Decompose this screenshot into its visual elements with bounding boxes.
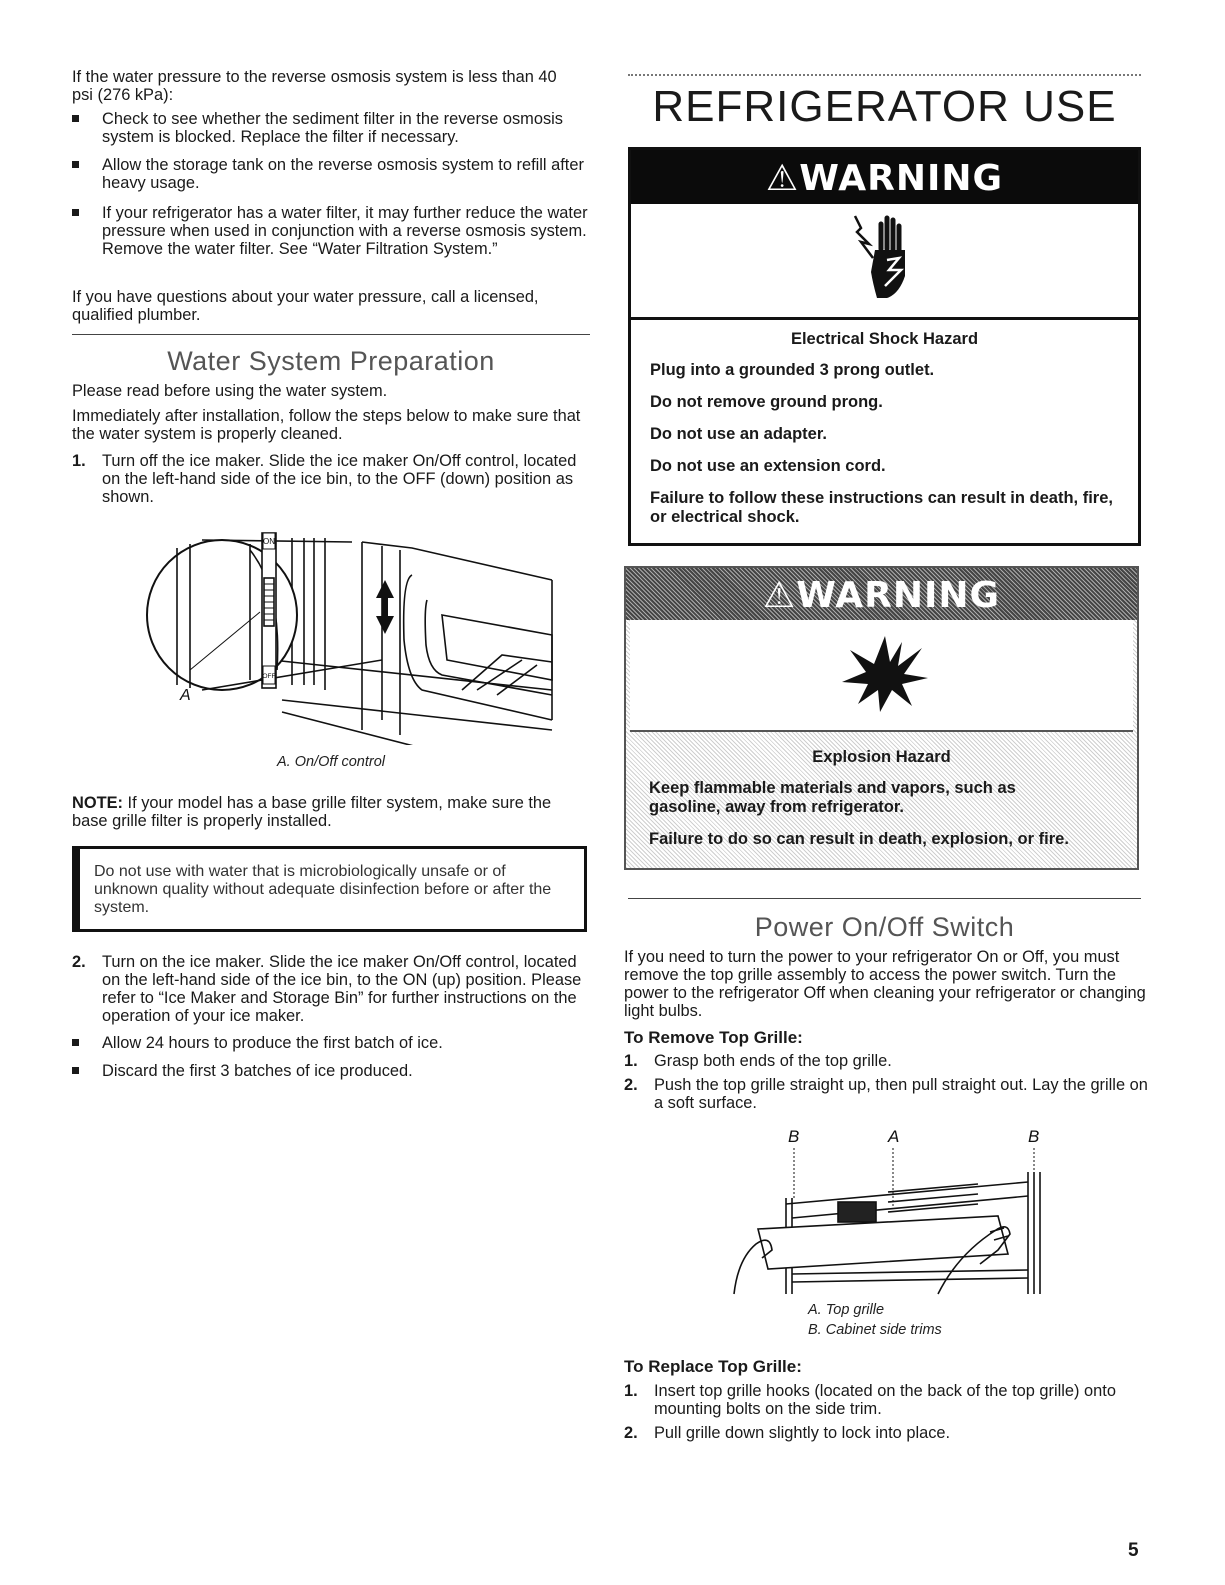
bullet-text: Allow 24 hours to produce the first batch of ice. [102, 1034, 443, 1052]
list-item [72, 204, 602, 258]
remove-step-1 [624, 1052, 1154, 1070]
disinfection-note-text: Do not use with water that is microbiologically unsafe or of unknown quality without adequate disinfection before or after the system. [94, 863, 552, 916]
section-title-water-system: Water System Preparation [167, 346, 495, 376]
step-number: 1. [624, 1052, 638, 1070]
step-number: 2. [624, 1076, 638, 1094]
explosion-symbol-area [630, 620, 1133, 732]
step-text: Pull grille down slightly to lock into place. [654, 1424, 951, 1442]
electrical-shock-icon [847, 214, 917, 304]
step-1 [72, 452, 592, 506]
remove-step-2 [624, 1076, 1154, 1112]
replace-step-2 [624, 1424, 1159, 1442]
step-text: Turn off the ice maker. Slide the ice maker On/Off control, located on the left-hand side of the ice bin, to the OFF (down) position as shown. [102, 452, 577, 506]
on-label: ON [263, 537, 275, 546]
section-divider [72, 334, 590, 335]
step-number: 1. [624, 1382, 638, 1400]
step-2 [72, 953, 592, 1025]
shock-hazard-title: Electrical Shock Hazard [790, 330, 979, 348]
callout-a: A [888, 1127, 900, 1146]
top-rule [628, 74, 1141, 76]
up-down-arrow-icon [376, 580, 394, 634]
note-label: NOTE: [72, 794, 123, 812]
warning-line: Do not use an adapter. [650, 425, 827, 443]
step-number: 1. [72, 452, 86, 470]
grille-caption-a: A. Top grille [808, 1302, 885, 1318]
bullet-icon [72, 209, 79, 216]
warning-line: Plug into a grounded 3 prong outlet. [650, 361, 935, 379]
warning-line: Do not use an extension cord. [650, 457, 886, 475]
ro-pressure-intro: If the water pressure to the reverse osmosis system is less than 40 psi (276 kPa): [72, 68, 557, 104]
list-item [72, 156, 602, 192]
grille-caption-b: B. Cabinet side trims [808, 1322, 942, 1338]
bullet-icon [72, 115, 79, 122]
warning-line: Failure to do so can result in death, explosion, or fire. [649, 830, 1069, 848]
power-intro-text: If you need to turn the power to your refrigerator On or Off, you must remove the top grille assembly to access the power switch. Turn the power to the refrigerator Off when cleaning your refrigerator or changing light bulbs. [624, 948, 1146, 1020]
ice-maker-on-off-illustration [82, 520, 582, 745]
bullet-icon [72, 1039, 79, 1046]
note-body: If your model has a base grille filter system, make sure the base grille filter is properly installed. [72, 794, 552, 830]
shock-symbol-area [631, 204, 1138, 320]
note-text [72, 794, 587, 830]
bullet-text: Check to see whether the sediment filter in the reverse osmosis system is blocked. Replace the filter if necessary. [102, 110, 563, 146]
step-text: Turn on the ice maker. Slide the ice maker On/Off control, located on the left-hand side of the ice bin, to the ON (up) position. Please refer to “Ice Maker and Storage Bin” for further instructions on the operation of your ice maker. [102, 953, 582, 1025]
callout-a: A [180, 687, 191, 704]
step-number: 2. [624, 1424, 638, 1442]
section-title-power-switch: Power On/Off Switch [754, 912, 1015, 942]
bullet-text: Allow the storage tank on the reverse osmosis system to refill after heavy usage. [102, 156, 584, 192]
list-item [72, 110, 602, 146]
warning-line: Keep flammable materials and vapors, such as gasoline, away from refrigerator. [649, 779, 1016, 816]
questions-text: If you have questions about your water pressure, call a licensed, qualified plumber. [72, 288, 539, 324]
warning-header: ⚠WARNING [626, 568, 1137, 620]
disinfection-note-box [72, 846, 587, 932]
remove-grille-heading: To Remove Top Grille: [624, 1028, 803, 1047]
list-item [72, 1062, 602, 1080]
electrical-shock-warning [628, 147, 1141, 546]
step-text: Insert top grille hooks (located on the back of the top grille) onto mounting bolts on the side trim. [654, 1382, 1116, 1418]
callout-b-right: B [1028, 1127, 1040, 1146]
replace-grille-heading: To Replace Top Grille: [624, 1357, 802, 1376]
bullet-text: If your refrigerator has a water filter, it may further reduce the water pressure when used in conjunction with a reverse osmosis system. Remove the water filter. See “Water Filtration System.” [102, 204, 588, 258]
warning-header: ⚠WARNING [631, 150, 1138, 204]
warning-line: Failure to follow these instructions can result in death, fire, or electrical shock. [650, 489, 1113, 526]
step-text: Push the top grille straight up, then pull straight out. Lay the grille on a soft surface. [654, 1076, 1148, 1112]
section-divider [628, 898, 1141, 899]
immediately-text: Immediately after installation, follow the steps below to make sure that the water system is properly cleaned. [72, 407, 581, 443]
step-number: 2. [72, 953, 86, 971]
figure-caption: A. On/Off control [277, 754, 385, 770]
callout-b-left: B [788, 1127, 800, 1146]
replace-step-1 [624, 1382, 1159, 1418]
explosion-warning [624, 566, 1139, 870]
please-read-text: Please read before using the water system. [72, 382, 388, 400]
step-text: Grasp both ends of the top grille. [654, 1052, 892, 1070]
top-grille-illustration [728, 1124, 1058, 1304]
list-item [72, 1034, 602, 1052]
explosion-icon [840, 634, 930, 714]
page-number: 5 [1128, 1540, 1139, 1561]
bullet-icon [72, 161, 79, 168]
page-title: REFRIGERATOR USE [652, 82, 1117, 131]
bullet-icon [72, 1067, 79, 1074]
explosion-hazard-title: Explosion Hazard [812, 748, 951, 766]
off-label: OFF [262, 673, 276, 680]
warning-line: Do not remove ground prong. [650, 393, 883, 411]
bullet-text: Discard the first 3 batches of ice produced. [102, 1062, 413, 1080]
